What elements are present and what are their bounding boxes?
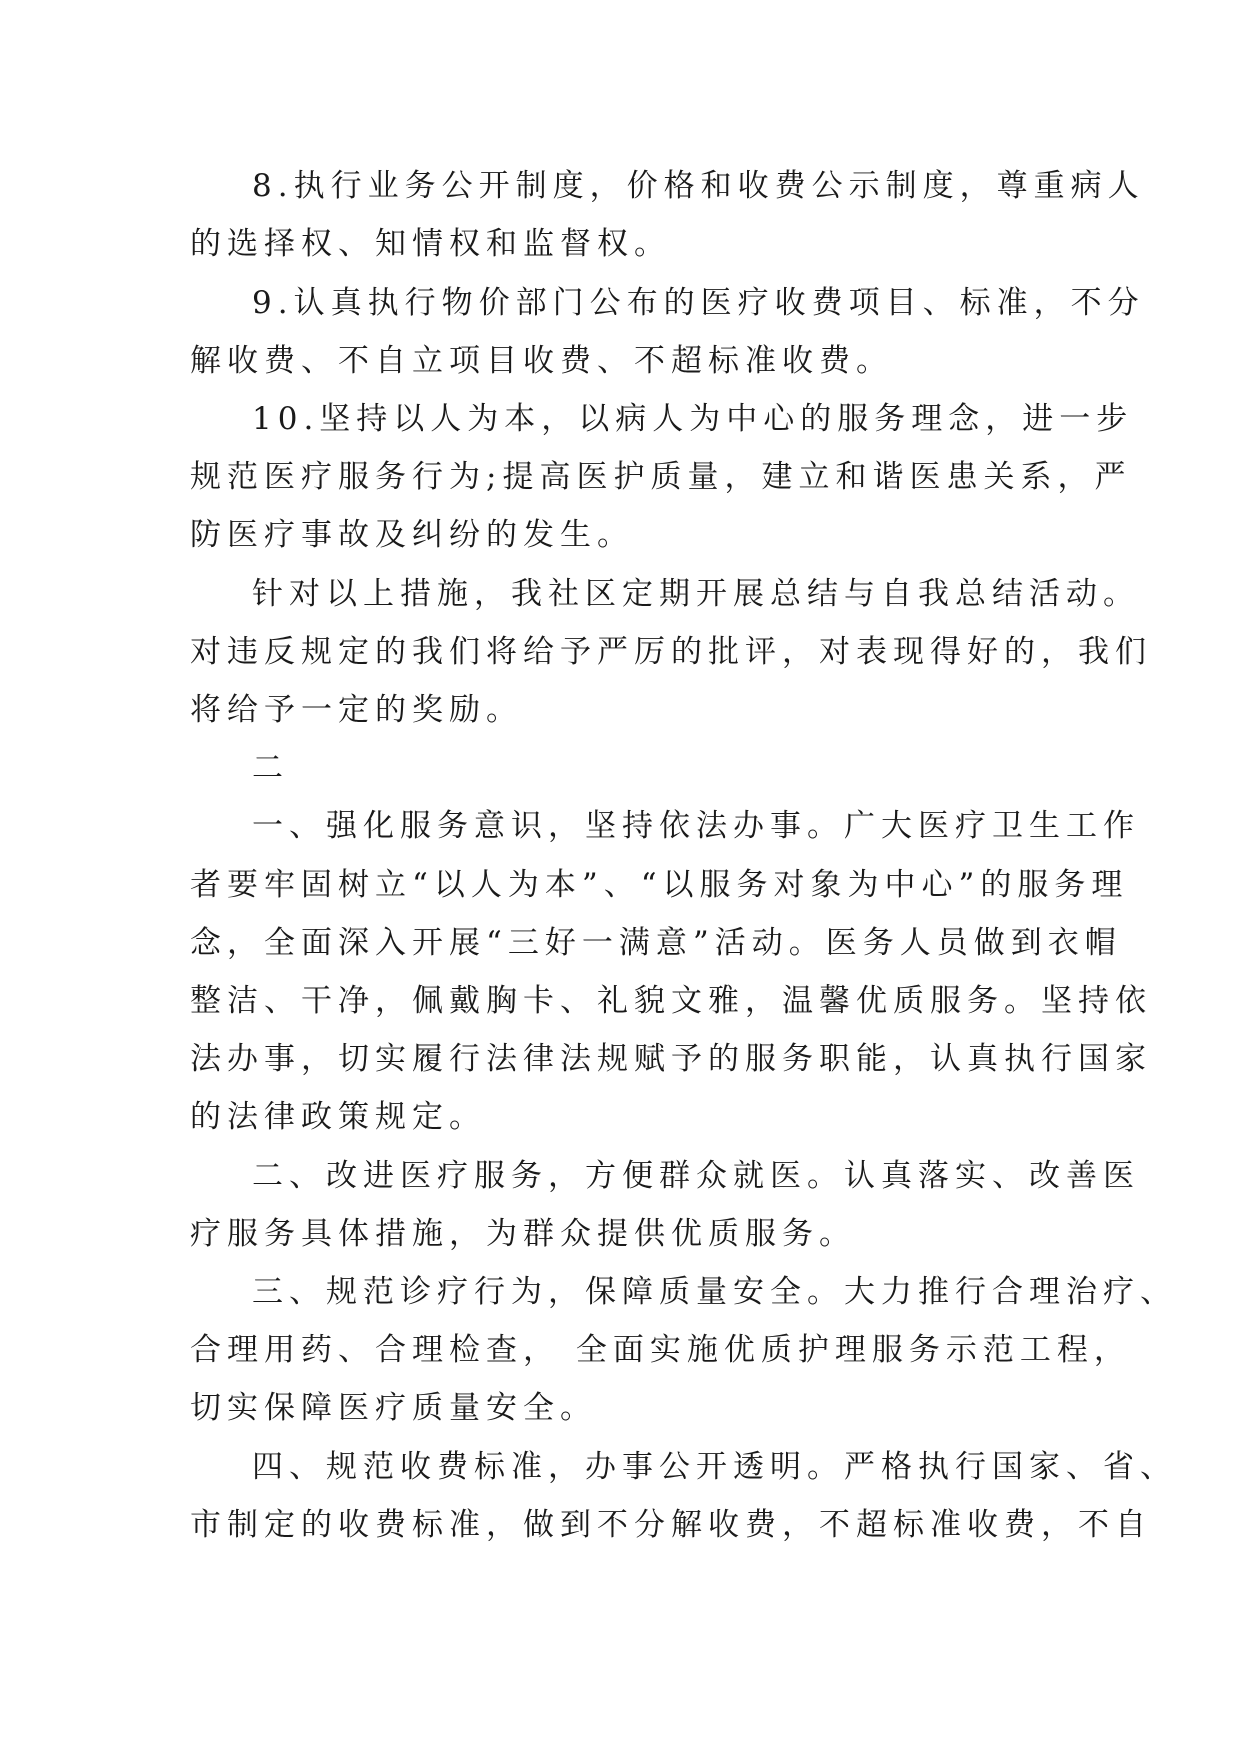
paragraph-line: 的选择权、知情权和监督权。: [190, 226, 671, 262]
paragraph-line: 8.执行业务公开制度，价格和收费公示制度，尊重病人: [252, 168, 1145, 204]
paragraph-line: 对违反规定的我们将给予严厉的批评，对表现得好的，我们: [190, 634, 1152, 670]
paragraph-line: 二、改进医疗服务，方便群众就医。认真落实、改善医: [252, 1158, 1140, 1194]
paragraph-line: 一、强化服务意识，坚持依法办事。广大医疗卫生工作: [252, 808, 1140, 844]
paragraph-line: 念，全面深入开展“三好一满意”活动。医务人员做到衣帽: [190, 925, 1122, 961]
paragraph-line: 针对以上措施，我社区定期开展总结与自我总结活动。: [252, 576, 1140, 612]
paragraph-line: 四、规范收费标准，办事公开透明。严格执行国家、省、: [252, 1449, 1177, 1485]
section-heading: 二: [252, 750, 289, 786]
paragraph-line: 合理用药、合理检查， 全面实施优质护理服务示范工程，: [190, 1332, 1131, 1368]
paragraph-line: 9.认真执行物价部门公布的医疗收费项目、标准，不分: [252, 285, 1145, 321]
paragraph-line: 切实保障医疗质量安全。: [190, 1390, 597, 1426]
paragraph-line: 市制定的收费标准，做到不分解收费，不超标准收费，不自: [190, 1507, 1152, 1543]
paragraph-line: 疗服务具体措施，为群众提供优质服务。: [190, 1216, 856, 1252]
paragraph-line: 解收费、不自立项目收费、不超标准收费。: [190, 343, 893, 379]
paragraph-line: 10.坚持以人为本，以病人为中心的服务理念，进一步: [252, 401, 1134, 437]
paragraph-line: 将给予一定的奖励。: [190, 692, 523, 728]
paragraph-line: 法办事，切实履行法律法规赋予的服务职能，认真执行国家: [190, 1041, 1152, 1077]
paragraph-line: 的法律政策规定。: [190, 1099, 486, 1135]
paragraph-line: 者要牢固树立“以人为本”、“以服务对象为中心”的服务理: [190, 867, 1129, 903]
paragraph-line: 整洁、干净，佩戴胸卡、礼貌文雅，温馨优质服务。坚持依: [190, 983, 1152, 1019]
paragraph-line: 规范医疗服务行为;提高医护质量，建立和谐医患关系，严: [190, 459, 1132, 495]
paragraph-line: 三、规范诊疗行为，保障质量安全。大力推行合理治疗、: [252, 1274, 1177, 1310]
paragraph-line: 防医疗事故及纠纷的发生。: [190, 517, 634, 553]
